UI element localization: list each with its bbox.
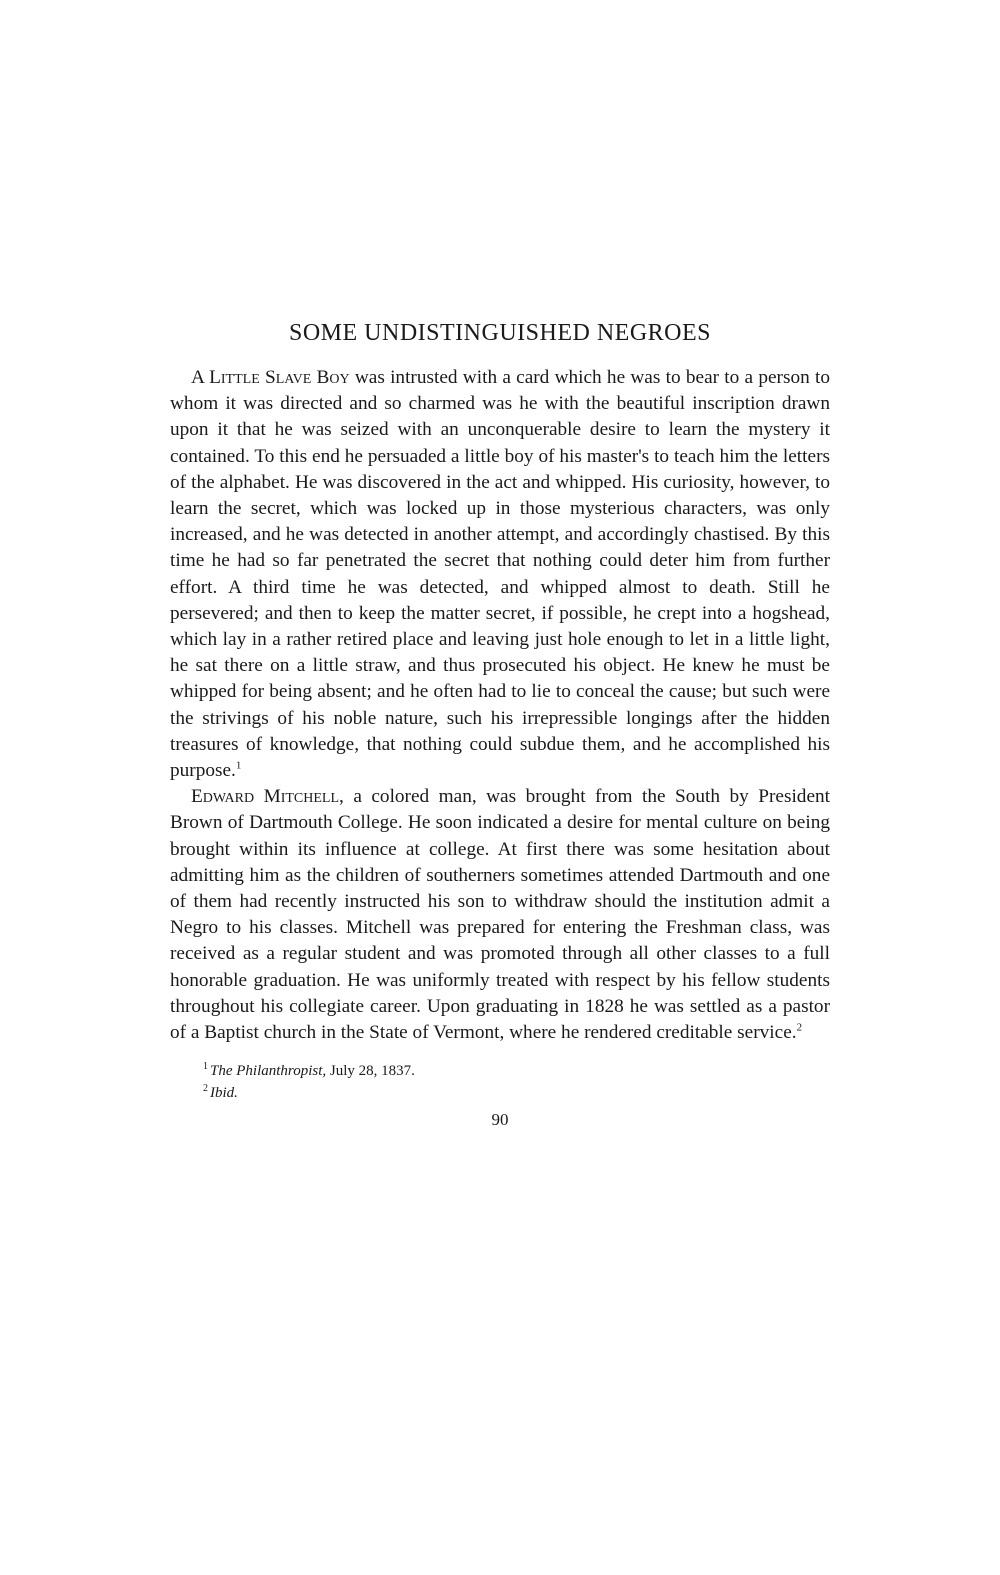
footnote-source: Ibid. <box>210 1085 238 1102</box>
paragraph-slave-boy <box>170 365 830 784</box>
footnote-number: 2 <box>203 1083 208 1095</box>
footnote-source: The Philanthropist, <box>210 1063 327 1080</box>
page <box>170 320 830 1130</box>
paragraph-lead: Edward Mitchell <box>191 786 340 808</box>
footnotes <box>170 1060 830 1104</box>
paragraph-lead: A Little Slave Boy <box>191 367 350 388</box>
footnote-detail: July 28, 1837. <box>326 1063 415 1080</box>
page-title: SOME UNDISTINGUISHED NEGROES <box>289 320 711 346</box>
footnote-1 <box>170 1060 830 1082</box>
footnote-ref: 1 <box>235 759 242 772</box>
paragraph-text: was intrusted with a card which he was to bear to a person to whom it was directed and so charmed was he with the beautiful inscription drawn upon it that he was seized with an unconquerable desire to learn the mystery it contained. To this end he persuaded a little boy of his master's to teach him the letters of the alphabet. He was discovered in the act and whipped. His curiosity, however, to learn the secret, which was locked up in those mysterious characters, was only increased, and he was detected in another attempt, and accordingly chastised. By this time he had so far penetrated the secret that nothing could deter him from further effort. A third time he was detected, and whipped almost to death. Still he persevered; and then to keep the matter secret, if possible, he crept into a hogshead, which lay in a rather retired place and leaving just hole enough to let in a little light, he sat there on a little straw, and thus prosecuted his object. He knew he must be whipped for being absent; and he often had to lie to conceal the cause; but such were the strivings of his noble nature, such his irrepressible longings after the hidden treasures of knowledge, that nothing could subdue them, and he accomplished his purpose. <box>170 367 830 782</box>
footnote-ref: 2 <box>796 1021 803 1034</box>
paragraph-text: , a colored man, was brought from the South by President Brown of Dartmouth College. He soon indicated a desire for mental culture on being brought within its influence at college. At first there was some hesitation about admitting him as the children of southerners sometimes attended Dartmouth and one of them had recently instructed his son to withdraw should the institution admit a Negro to his classes. Mitchell was prepared for entering the Freshman class, was received as a regular student and was promoted through all other classes to a full honorable graduation. He was uniformly treated with respect by his fellow students throughout his collegiate career. Upon graduating in 1828 he was settled as a pastor of a Baptist church in the State of Vermont, where he rendered creditable service. <box>170 786 830 1044</box>
footnote-2 <box>170 1082 830 1104</box>
page-number: 90 <box>491 1110 509 1130</box>
paragraph-edward-mitchell <box>170 784 830 1046</box>
footnote-number: 1 <box>203 1061 208 1073</box>
